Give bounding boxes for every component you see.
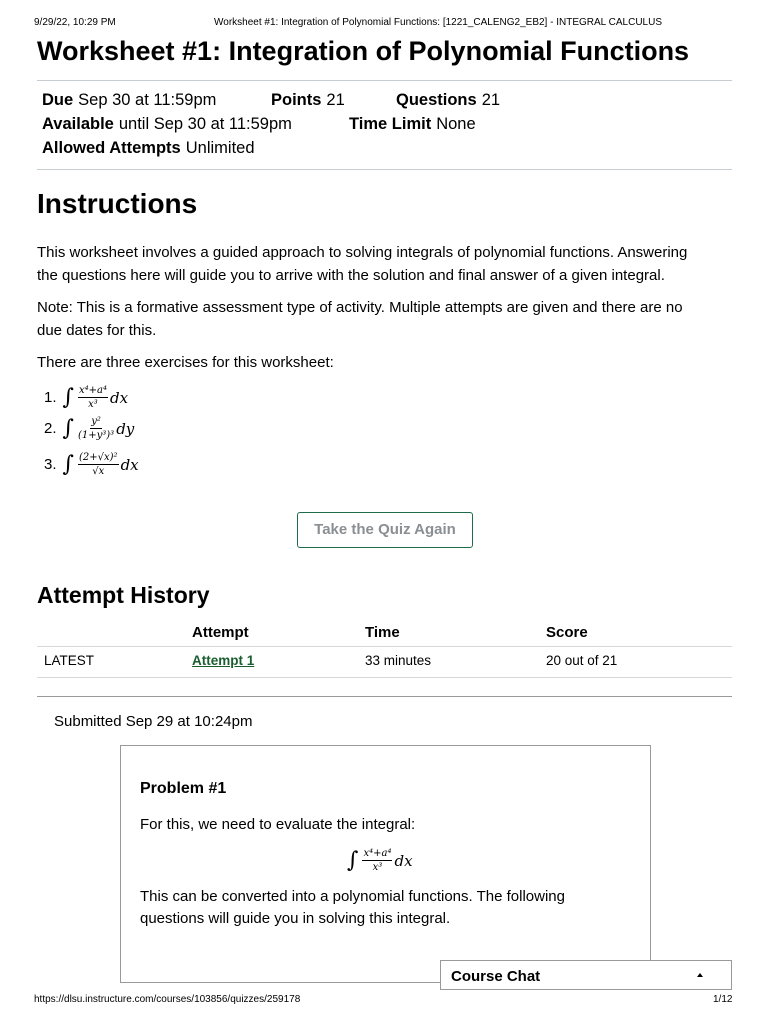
differential: dx xyxy=(120,455,139,474)
submitted-timestamp: Submitted Sep 29 at 10:24pm xyxy=(54,713,253,730)
instructions-paragraph-2 xyxy=(37,296,737,342)
questions-value: 21 xyxy=(481,91,501,109)
course-chat-panel[interactable] xyxy=(440,960,732,990)
differential: dx xyxy=(109,388,129,407)
time-limit-field xyxy=(349,115,476,134)
caret-up-icon[interactable] xyxy=(697,973,703,977)
problem-integral xyxy=(347,848,413,873)
time-limit-value: None xyxy=(436,115,476,133)
available-value: until Sep 30 at 11:59pm xyxy=(118,115,292,133)
instructions-paragraph-3: There are three exercises for this worksheet: xyxy=(37,354,334,371)
integrand-fraction xyxy=(78,385,108,410)
integrand-numerator: y² xyxy=(91,416,101,427)
points-label: Points xyxy=(271,91,322,109)
integral-sign: ∫ xyxy=(62,416,74,441)
time-limit-label: Time Limit xyxy=(349,115,432,133)
questions-field xyxy=(396,91,500,110)
instructions-paragraph-1 xyxy=(37,241,737,287)
print-page-number: 1/12 xyxy=(713,994,733,1005)
integrand-numerator: x⁴+a⁴ xyxy=(363,848,392,859)
instructions-line: This worksheet involves a guided approach to solving integrals of polynomial functions. Answering xyxy=(37,244,688,261)
print-document-title: Worksheet #1: Integration of Polynomial Functions: [1221_CALENG2_EB2] - INTEGRAL CALCULUS xyxy=(214,17,662,28)
integrand-fraction xyxy=(78,452,119,477)
exercise-3 xyxy=(44,452,139,477)
integrand-fraction xyxy=(362,848,392,873)
instructions-line: the questions here will guide you to arrive with the solution and final answer of a given integral. xyxy=(37,267,665,284)
column-header-attempt: Attempt xyxy=(192,624,249,641)
problem-intro: For this, we need to evaluate the integral: xyxy=(140,816,416,833)
page-title: Worksheet #1: Integration of Polynomial Functions xyxy=(37,36,690,66)
section-divider xyxy=(37,696,732,697)
integral-sign: ∫ xyxy=(62,452,74,477)
row-label-latest: LATEST xyxy=(44,653,95,668)
allowed-attempts-label: Allowed Attempts xyxy=(42,139,181,157)
divider xyxy=(37,169,732,170)
problem-title: Problem #1 xyxy=(140,780,227,797)
integrand-denominator: x³ xyxy=(88,399,98,410)
available-field xyxy=(42,115,292,134)
exercise-number: 3. xyxy=(44,456,57,473)
column-header-score: Score xyxy=(546,624,588,641)
problem-card xyxy=(120,745,651,983)
column-header-time: Time xyxy=(365,624,400,641)
questions-label: Questions xyxy=(396,91,477,109)
divider xyxy=(37,80,732,81)
exercise-1 xyxy=(44,385,128,410)
due-label: Due xyxy=(42,91,74,109)
problem-description xyxy=(140,886,620,930)
attempt-1-link[interactable]: Attempt 1 xyxy=(192,653,255,668)
allowed-attempts-value: Unlimited xyxy=(185,139,255,157)
due-value: Sep 30 at 11:59pm xyxy=(78,91,217,109)
differential: dy xyxy=(116,419,135,438)
attempt-time: 33 minutes xyxy=(365,653,432,668)
course-chat-label: Course Chat xyxy=(451,968,541,985)
integral-sign: ∫ xyxy=(62,385,74,410)
integrand-denominator: √x xyxy=(92,466,105,477)
points-value: 21 xyxy=(326,91,345,109)
integrand-numerator: (2+√x)² xyxy=(78,452,118,463)
print-header xyxy=(0,17,768,31)
attempt-score: 20 out of 21 xyxy=(546,653,618,668)
instructions-line: Note: This is a formative assessment type of activity. Multiple attempts are given and there are no xyxy=(37,299,683,316)
print-datetime: 9/29/22, 10:29 PM xyxy=(34,17,116,28)
available-label: Available xyxy=(42,115,114,133)
exercise-2 xyxy=(44,416,134,441)
points-field xyxy=(271,91,345,110)
instructions-line: due dates for this. xyxy=(37,322,157,339)
integrand-denominator: (1+y³)³ xyxy=(77,430,115,441)
allowed-attempts-field xyxy=(42,139,255,158)
take-quiz-again-button[interactable]: Take the Quiz Again xyxy=(297,512,473,548)
integrand-numerator: x⁴+a⁴ xyxy=(78,385,107,396)
integral-sign: ∫ xyxy=(347,848,359,873)
integrand-denominator: x³ xyxy=(372,862,383,873)
print-url: https://dlsu.instructure.com/courses/103856/quizzes/259178 xyxy=(34,994,301,1005)
exercise-number: 1. xyxy=(44,389,57,406)
table-divider xyxy=(37,646,732,647)
problem-description-line: questions will guide you in solving this integral. xyxy=(140,910,451,927)
differential: dx xyxy=(394,851,413,870)
exercise-number: 2. xyxy=(44,420,57,437)
integrand-fraction xyxy=(78,416,114,441)
attempt-history-heading: Attempt History xyxy=(37,582,210,608)
problem-description-line: This can be converted into a polynomial functions. The following xyxy=(140,888,565,905)
table-divider xyxy=(37,677,732,678)
instructions-heading: Instructions xyxy=(37,188,198,219)
due-field xyxy=(42,91,216,110)
